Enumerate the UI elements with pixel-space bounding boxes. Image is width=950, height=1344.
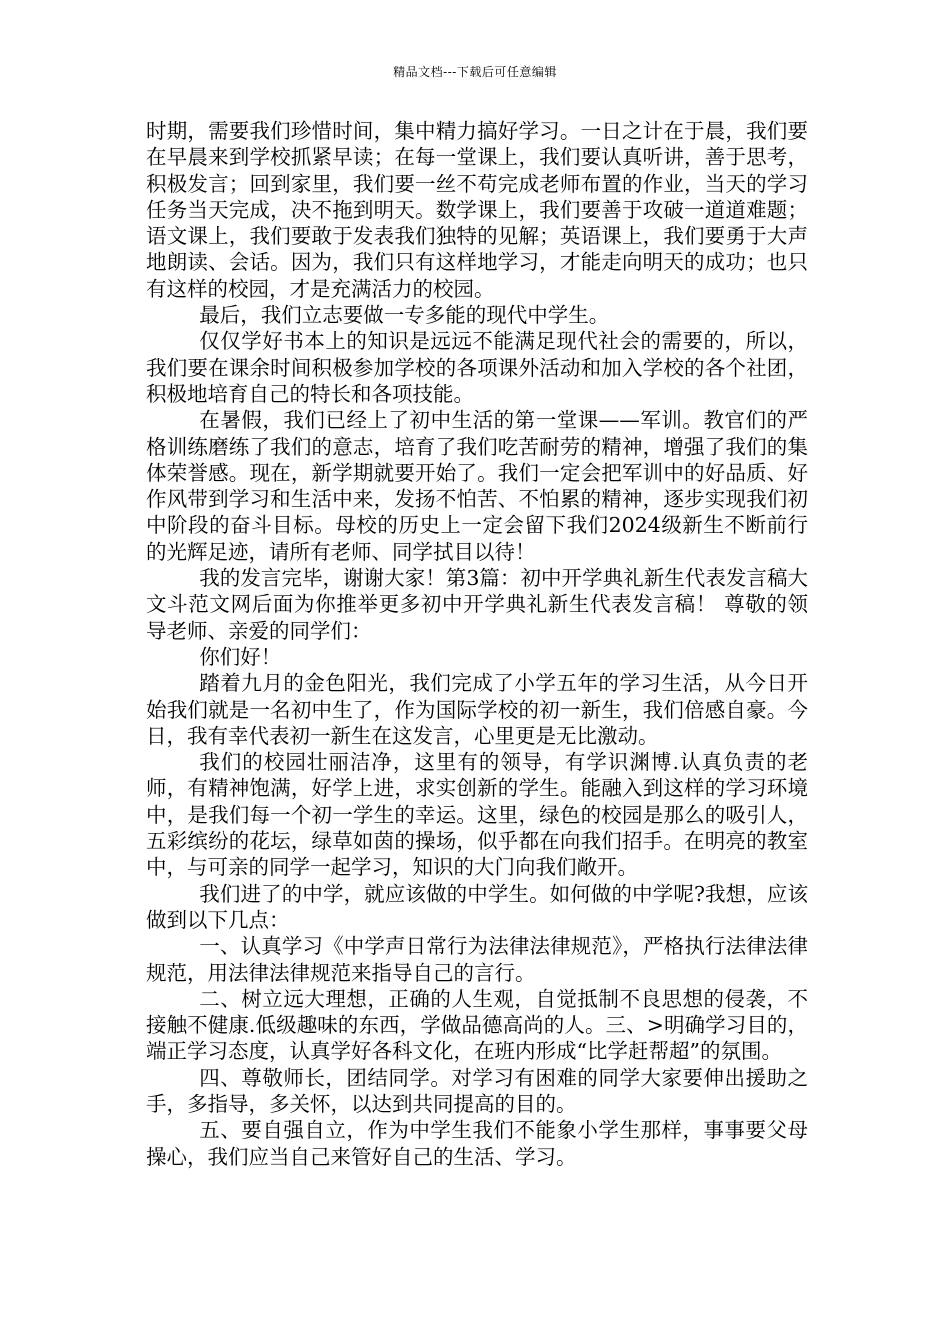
paragraph: 一、认真学习《中学声日常行为法律法律规范》，严格执行法律法律规范，用法律法律规范来指导自己的言行。 [146, 934, 808, 985]
paragraph: 四、尊敬师长，团结同学。对学习有困难的同学大家要伸出援助之手，多指导，多关怀，以达到共同提高的目的。 [146, 1065, 808, 1116]
paragraph: 仅仅学好书本上的知识是远远不能满足现代社会的需要的，所以，我们要在课余时间积极参加学校的各项课外活动和加入学校的各个社团，积极地培育自己的特长和各项技能。 [146, 329, 808, 406]
document-body [146, 118, 808, 1170]
paragraph: 在暑假，我们已经上了初中生活的第一堂课——军训。教官们的严格训练磨练了我们的意志，培育了我们吃苦耐劳的精神，增强了我们的集体荣誉感。现在，新学期就要开始了。我们一定会把军训中的好品质、好作风带到学习和生活中来，发扬不怕苦、不怕累的精神，逐步实现我们初中阶段的奋斗目标。母校的历史上一定会留下我们2024级新生不断前行的光辉足迹，请所有老师、同学拭目以待！ [146, 408, 808, 564]
paragraph: 我的发言完毕，谢谢大家！第3篇：初中开学典礼新生代表发言稿大文斗范文网后面为你推举更多初中开学典礼新生代表发言稿！ 尊敬的领导老师、亲爱的同学们： [146, 566, 808, 643]
paragraph: 五、要自强自立，作为中学生我们不能象小学生那样，事事要父母操心，我们应当自己来管好自己的生活、学习。 [146, 1118, 808, 1169]
page-header: 精品文档---下载后可任意编辑 [393, 65, 557, 79]
paragraph: 时期，需要我们珍惜时间，集中精力搞好学习。一日之计在于晨，我们要在早晨来到学校抓紧早读；在每一堂课上，我们要认真听讲，善于思考，积极发言；回到家里，我们要一丝不苟完成老师布置的作业，当天的学习任务当天完成，决不拖到明天。数学课上，我们要善于攻破一道道难题；语文课上，我们要敢于发表我们独特的见解；英语课上，我们要勇于大声地朗读、会话。因为，我们只有这样地学习，才能走向明天的成功；也只有这样的校园，才是充满活力的校园。 [146, 119, 808, 301]
paragraph: 踏着九月的金色阳光，我们完成了小学五年的学习生活，从今日开始我们就是一名初中生了，作为国际学校的初一新生，我们倍感自豪。今日，我有幸代表初一新生在这发言，心里更是无比激动。 [146, 671, 808, 748]
paragraph: 二、树立远大理想，正确的人生观，自觉抵制不良思想的侵袭，不接触不健康.低级趣味的东西，学做品德高尚的人。三、>明确学习目的，端正学习态度，认真学好各科文化，在班内形成“比学赶帮超”的氛围。 [146, 986, 808, 1064]
paragraph: 我们的校园壮丽洁净，这里有的领导，有学识渊博.认真负责的老师，有精神饱满，好学上进，求实创新的学生。能融入到这样的学习环境中，是我们每一个初一学生的幸运。这里，绿色的校园是那么的吸引人，五彩缤纷的花坛，绿草如茵的操场，似乎都在向我们招手。在明亮的教室中，与可亲的同学一起学习，知识的大门向我们敞开。 [146, 750, 808, 880]
paragraph: 最后，我们立志要做一专多能的现代中学生。 [199, 303, 610, 328]
paragraph: 我们进了的中学，就应该做的中学生。如何做的中学呢?我想，应该做到以下几点： [146, 881, 808, 932]
paragraph: 你们好！ [199, 644, 282, 669]
